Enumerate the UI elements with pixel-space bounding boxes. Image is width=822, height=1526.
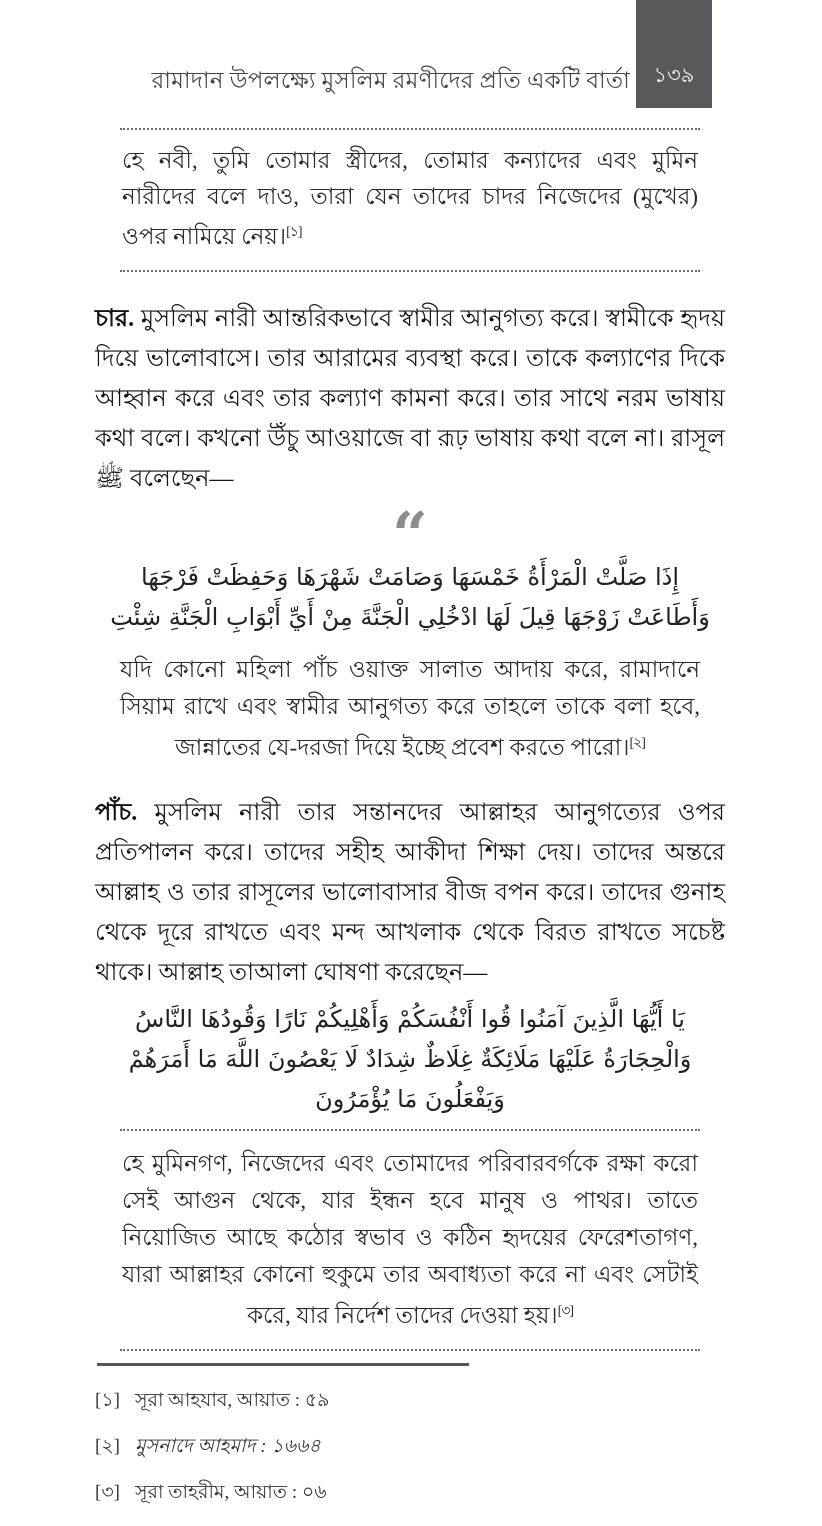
hadith-translation-text: যদি কোনো মহিলা পাঁচ ওয়াক্ত সালাত আদায় করে, রামাদানে সিয়াম রাখে এবং স্বামীর আনুগত্য করে তাহলে তাকে বলা হবে, জান্নাতের যে-দরজা দিয়ে ইচ্ছে প্রবেশ করতে পারো। bbox=[120, 657, 700, 760]
page-number-box bbox=[636, 0, 712, 108]
hadith-translation bbox=[120, 651, 700, 766]
footnote-1-ref: [১] bbox=[95, 1390, 120, 1411]
verse-arabic-text: يَا أَيُّهَا الَّذِينَ آمَنُوا قُوا أَنْفُسَكُمْ وَأَهْلِيكُمْ نَارًا وَقُودُهَا النَّاسُ وَالْحِجَارَةُ عَلَيْهَا مَلَائِكَةٌ غِلَاظٌ شِدَادٌ لَا يَعْصُونَ اللَّهَ مَا أَمَرَهُمْ وَيَفْعَلُونَ مَا يُؤْمَرُونَ bbox=[128, 1005, 692, 1113]
paragraph-four-lead: চার. bbox=[95, 306, 135, 332]
footnote-item-1 bbox=[95, 1388, 725, 1414]
footnote-ref-1: [১] bbox=[286, 225, 302, 240]
footnote-ref-2: [২] bbox=[629, 736, 645, 751]
paragraph-four bbox=[95, 299, 725, 499]
footnote-item-3 bbox=[95, 1480, 725, 1506]
footnote-3-ref: [৩] bbox=[95, 1482, 121, 1503]
page-number: ১৩৯ bbox=[653, 63, 695, 87]
paragraph-five-lead: পাঁচ. bbox=[95, 800, 138, 826]
footnote-2-ref: [২] bbox=[95, 1436, 121, 1457]
paragraph-four-text: মুসলিম নারী আন্তরিকভাবে স্বামীর আনুগত্য করে। স্বামীকে হৃদয় দিয়ে ভালোবাসে। তার আরামের ব্যবস্থা করে। তাকে কল্যাণের দিকে আহ্বান করে এবং তার কল্যাণ কামনা করে। তার সাথে নরম ভাষায় কথা বলে। কখনো উঁচু আওয়াজে বা রূঢ় ভাষায় কথা বলে না। রাসূল ﷺ বলেছেন— bbox=[95, 306, 725, 492]
footnote-item-2 bbox=[95, 1434, 725, 1460]
footnote-3-text: সূরা তাহরীম, আয়াত : ০৬ bbox=[135, 1482, 327, 1503]
footnote-ref-3: [৩] bbox=[557, 1304, 574, 1319]
verse-translation-text: হে মুমিনগণ, নিজেদের এবং তোমাদের পরিবারবর্গকে রক্ষা করো সেই আগুন থেকে, যার ইন্ধন হবে মানুষ ও পাথর। তাতে নিয়োজিত আছে কঠোর স্বভাব ও কঠিন হৃদয়ের ফেরেশতাগণ, যারা আল্লাহর কোনো হুকুমে তার অবাধ্যতা করে না এবং সেটাই করে, যার নির্দেশ তাদের দেওয়া হয়। bbox=[122, 1151, 698, 1328]
hadith-arabic-text: إِذَا صَلَّتْ الْمَرْأَةُ خَمْسَهَا وَصَامَتْ شَهْرَهَا وَحَفِظَتْ فَرْجَهَا وَأَطَاعَتْ زَوْجَهَا قِيلَ لَهَا ادْخُلِي الْجَنَّةَ مِنْ أَيِّ أَبْوَابِ الْجَنَّةِ شِئْتِ bbox=[110, 563, 710, 631]
quotation-mark-icon: “ bbox=[392, 498, 428, 571]
quote-ahzab-translation bbox=[120, 128, 700, 272]
paragraph-five bbox=[95, 793, 725, 993]
quote-ahzab-text: হে নবী, তুমি তোমার স্ত্রীদের, তোমার কন্যাদের এবং মুমিন নারীদের বলে দাও, তারা যেন তাদের চাদর নিজেদের (মুখের) ওপর নামিয়ে নেয়। bbox=[122, 148, 698, 249]
content-column bbox=[95, 128, 725, 1526]
footnote-1-text: সূরা আহযাব, আয়াত : ৫৯ bbox=[135, 1390, 330, 1411]
verse-translation bbox=[120, 1129, 700, 1351]
footnote-separator-line bbox=[97, 1363, 469, 1366]
running-header-title: রামাদান উপলক্ষ্যে মুসলিম রমণীদের প্রতি একটি বার্তা bbox=[151, 68, 630, 93]
paragraph-five-text: মুসলিম নারী তার সন্তানদের আল্লাহর আনুগত্যের ওপর প্রতিপালন করে। তাদের সহীহ আকীদা শিক্ষা দেয়। তাদের অন্তরে আল্লাহ ও তার রাসূলের ভালোবাসার বীজ বপন করে। তাদের গুনাহ থেকে দূরে রাখতে এবং মন্দ আখলাক থেকে বিরত রাখতে সচেষ্ট থাকে। আল্লাহ তাআলা ঘোষণা করেছেন— bbox=[95, 800, 725, 986]
footnote-2-text: মুসনাদে আহমাদ : ১৬৬৪ bbox=[135, 1436, 321, 1457]
footnotes-section bbox=[95, 1388, 725, 1506]
